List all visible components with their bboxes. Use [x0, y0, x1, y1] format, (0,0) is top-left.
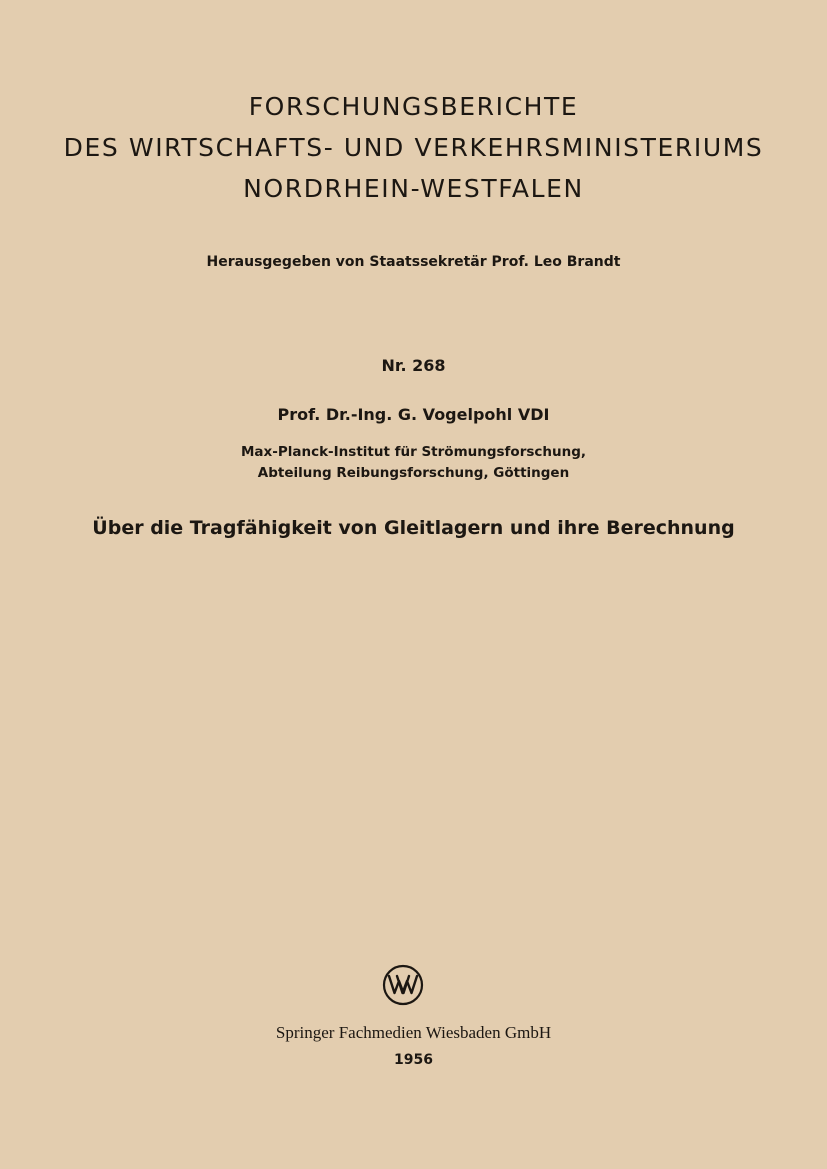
series-title-line-3: NORDRHEIN-WESTFALEN: [243, 174, 584, 203]
publisher-name: Springer Fachmedien Wiesbaden GmbH: [275, 1023, 552, 1042]
publication-year: 1956: [394, 1052, 433, 1068]
author-name: Prof. Dr.-Ing. G. Vogelpohl VDI: [277, 405, 550, 424]
report-title: Über die Tragfähigkeit von Gleitlagern und ihre Berechnung: [92, 517, 735, 539]
editor-line: Herausgegeben von Staatssekretär Prof. Leo Brandt: [206, 254, 621, 270]
series-title-line-2: DES WIRTSCHAFTS- UND VERKEHRSMINISTERIUMS: [63, 133, 764, 162]
series-title-line-1: FORSCHUNGSBERICHTE: [248, 92, 579, 121]
publisher-logo-icon: [382, 964, 424, 1006]
affiliation-line-1: Max-Planck-Institut für Strömungsforschung,: [240, 444, 587, 460]
report-number: Nr. 268: [381, 356, 446, 375]
affiliation-line-2: Abteilung Reibungsforschung, Göttingen: [257, 465, 570, 481]
